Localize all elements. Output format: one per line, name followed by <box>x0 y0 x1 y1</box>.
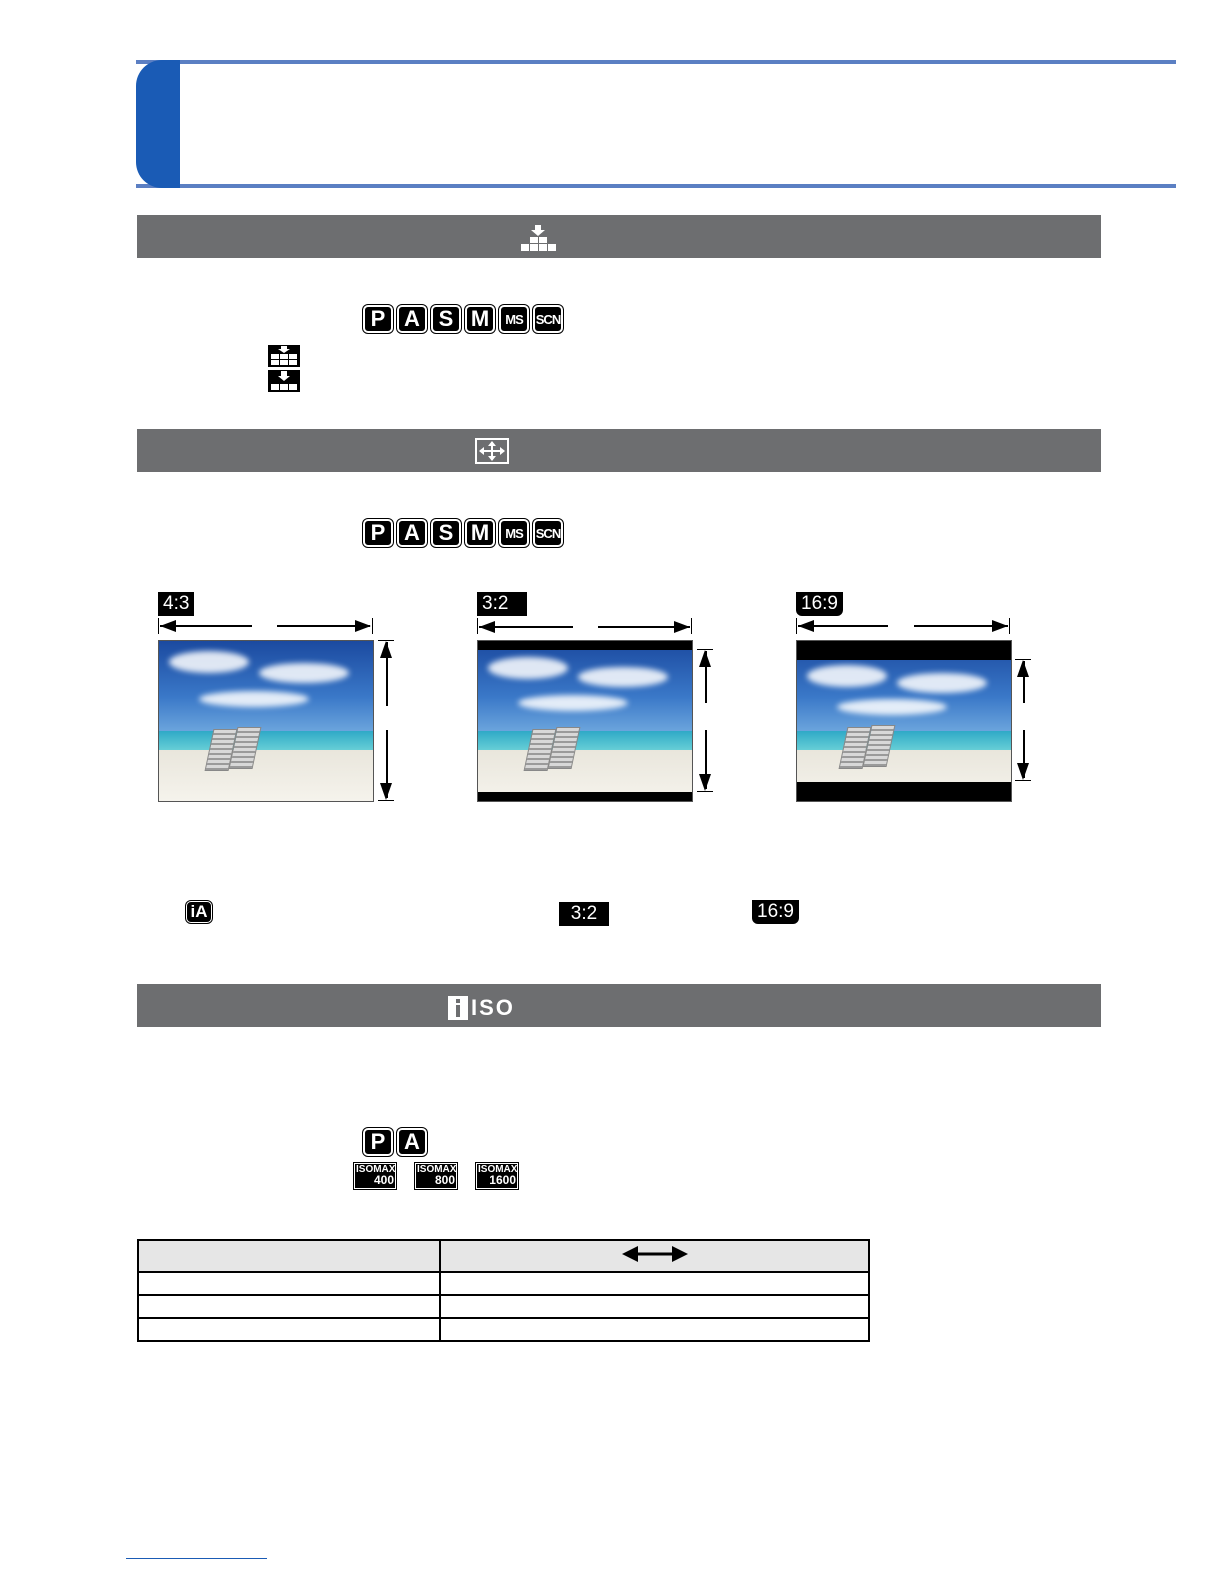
aspect-badge-16-9: 16:9 <box>796 592 843 616</box>
double-arrow-icon <box>620 1245 690 1263</box>
table-row <box>138 1318 869 1341</box>
intelligent-iso-icon <box>448 995 515 1021</box>
section-bar-focus-area <box>137 215 1101 258</box>
title-frame <box>136 60 1176 188</box>
beach-photo-16-9 <box>796 640 1012 802</box>
isomax-1600-icon: ISOMAX 1600 <box>478 1164 518 1187</box>
table-row <box>138 1272 869 1295</box>
mode-scn-icon: SCN <box>533 305 563 333</box>
section-bar-aspect-ratio <box>137 429 1101 472</box>
section-bar-intelligent-iso <box>137 984 1101 1027</box>
mode-p-icon: P <box>363 519 393 547</box>
table-header-cell <box>138 1240 440 1272</box>
iso-label: ISO <box>471 995 515 1020</box>
note-badge-3-2: 3:2 <box>559 902 609 926</box>
mode-m-icon: M <box>465 305 495 333</box>
note-badge-16-9: 16:9 <box>752 900 799 924</box>
table-header-row <box>138 1240 869 1272</box>
mode-a-icon: A <box>397 519 427 547</box>
footer-link-underline[interactable] <box>126 1558 267 1559</box>
mode-a-icon: A <box>397 305 427 333</box>
mode-ms-icon: MS <box>499 519 529 547</box>
title-tab <box>136 60 180 188</box>
iso-table <box>137 1239 870 1342</box>
multi-area-icon <box>268 345 300 367</box>
info-i-icon <box>448 996 468 1020</box>
isomax-800-icon: ISOMAX 800 <box>417 1164 457 1187</box>
table-header-cell <box>440 1240 869 1272</box>
mode-a-icon: A <box>397 1128 427 1156</box>
single-area-icon <box>268 370 300 392</box>
focus-area-icon <box>519 225 557 253</box>
mode-m-icon: M <box>465 519 495 547</box>
mode-p-icon: P <box>363 305 393 333</box>
table-row <box>138 1295 869 1318</box>
isomax-400-icon: ISOMAX 400 <box>356 1164 396 1187</box>
beach-photo-3-2 <box>477 640 693 802</box>
mode-scn-icon: SCN <box>533 519 563 547</box>
aspect-ratio-icon <box>475 438 509 464</box>
mode-ms-icon: MS <box>499 305 529 333</box>
mode-s-icon: S <box>431 519 461 547</box>
aspect-badge-3-2: 3:2 <box>477 592 527 616</box>
mode-icons-row-2 <box>363 519 563 547</box>
mode-icons-row-1 <box>363 305 563 333</box>
aspect-badge-4-3: 4:3 <box>158 592 194 616</box>
mode-icons-row-3 <box>363 1128 427 1156</box>
ia-mode-icon: iA <box>186 901 212 923</box>
mode-p-icon: P <box>363 1128 393 1156</box>
mode-s-icon: S <box>431 305 461 333</box>
beach-photo-4-3 <box>158 640 374 802</box>
